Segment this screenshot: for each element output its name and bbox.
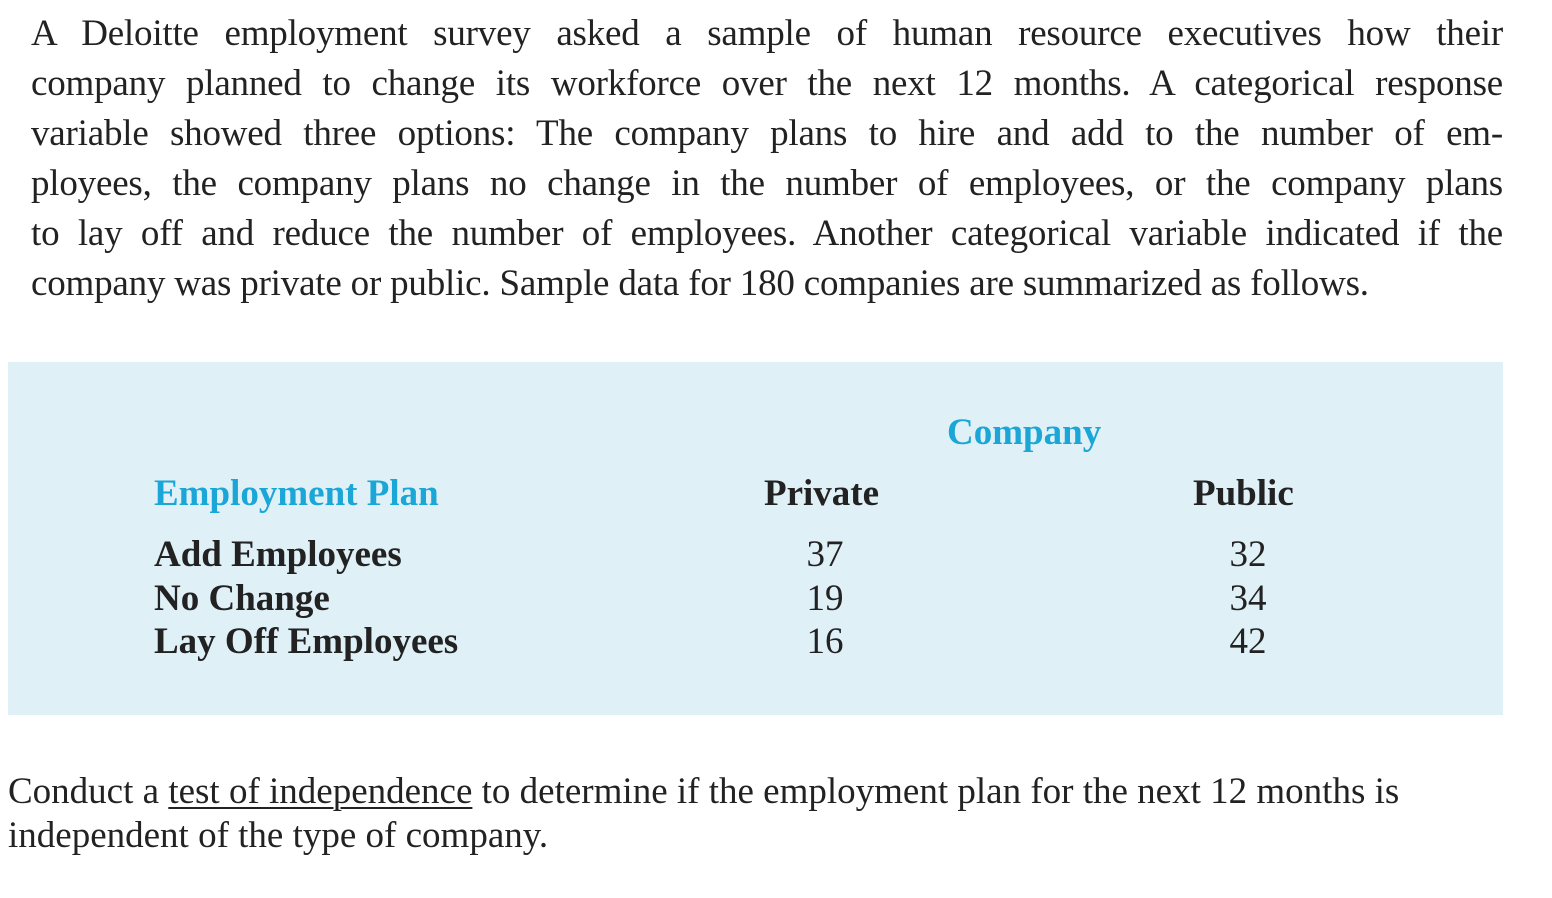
test-of-independence-link[interactable]: test of independence: [168, 771, 473, 812]
question-text: [8, 770, 1508, 858]
question-text-start: Conduct a: [8, 771, 169, 812]
problem-statement-line: company was private or public. Sample data for 180 companies are summarized as follows.: [31, 263, 1369, 304]
question-text-line2: independent of the type of company.: [8, 815, 549, 856]
employment-plan-header: Employment Plan: [154, 473, 439, 514]
problem-statement-line: ployees, the company plans no change in the number of employees, or the company plans: [31, 163, 1503, 204]
cell-add-private: 37: [806, 534, 844, 575]
question-text-end: to determine if the employment plan for the next 12 months is: [472, 771, 1400, 812]
row-label-add-employees: Add Employees: [154, 534, 402, 575]
problem-statement-line: to lay off and reduce the number of employees. Another categorical variable indicated if the: [31, 213, 1503, 254]
cell-add-public: 32: [1229, 534, 1267, 575]
row-label-lay-off: Lay Off Employees: [154, 621, 459, 662]
public-column-header: Public: [1193, 473, 1294, 514]
cell-lay-off-private: 16: [806, 621, 844, 662]
row-label-no-change: No Change: [154, 578, 330, 619]
cell-lay-off-public: 42: [1229, 621, 1267, 662]
private-column-header: Private: [764, 473, 880, 514]
problem-statement-line: company planned to change its workforce over the next 12 months. A categorical response: [31, 63, 1503, 104]
problem-statement-line: A Deloitte employment survey asked a sample of human resource executives how their: [31, 13, 1503, 54]
cell-no-change-private: 19: [806, 578, 844, 619]
problem-statement: [31, 9, 1503, 309]
problem-statement-line: variable showed three options: The company plans to hire and add to the number of em-: [31, 113, 1503, 154]
company-group-header: Company: [947, 412, 1102, 453]
cell-no-change-public: 34: [1229, 578, 1267, 619]
